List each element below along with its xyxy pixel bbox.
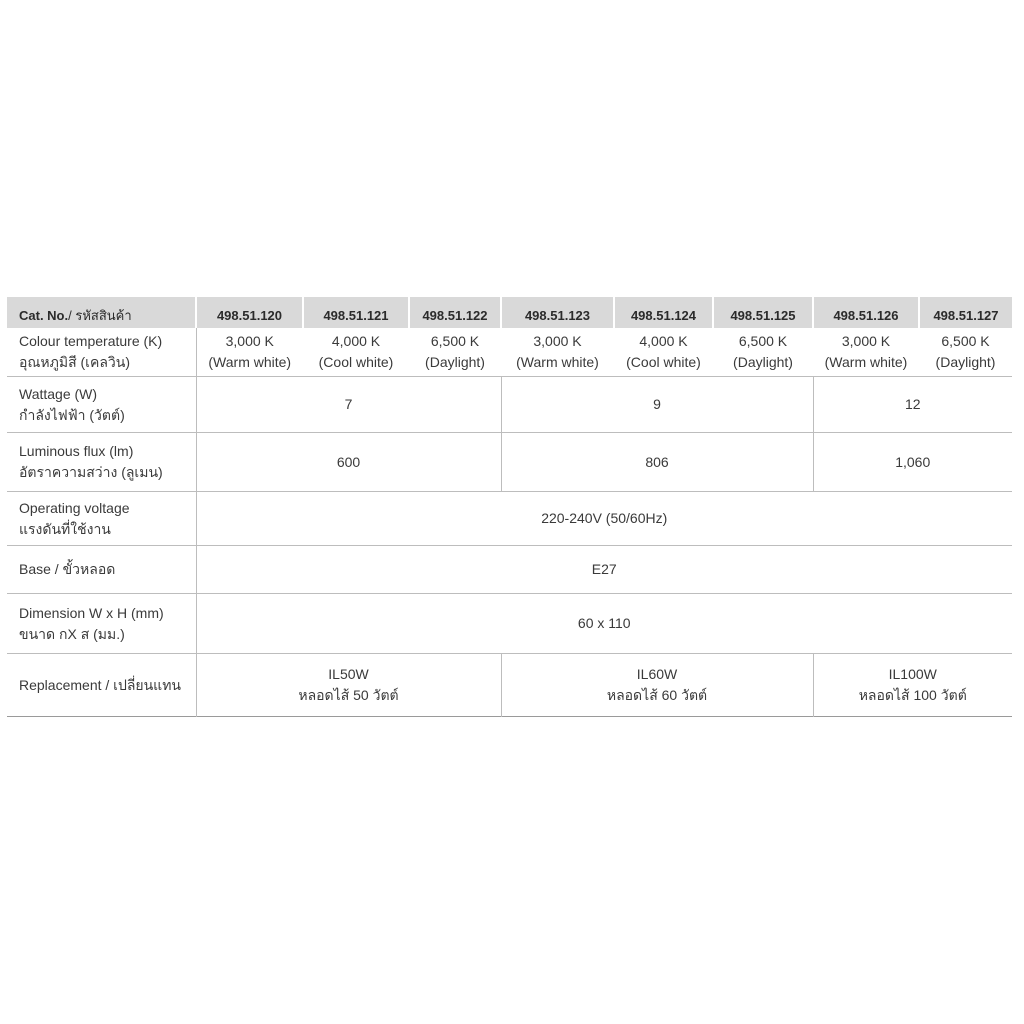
colour-name: (Warm white) <box>824 354 908 370</box>
row-label: Base / ขั้วหลอด <box>7 546 196 594</box>
cat-no-cell: 498.51.121 <box>303 297 409 328</box>
kelvin-value: 3,000 K <box>533 333 582 349</box>
label-en: Operating voltage <box>19 499 130 516</box>
replacement-th: หลอดไส้ 100 วัตต์ <box>858 687 967 703</box>
spec-table <box>7 297 1012 717</box>
kelvin-value: 6,500 K <box>430 333 480 349</box>
table-cell: 806 <box>501 433 813 492</box>
label-th: แรงดันที่ใช้งาน <box>19 520 111 537</box>
kelvin-value: 6,500 K <box>738 333 788 349</box>
table-cell <box>501 328 614 377</box>
replacement-th: หลอดไส้ 60 วัตต์ <box>606 687 708 703</box>
label-th: อุณหภูมิสี (เคลวิน) <box>19 354 131 370</box>
table-cell <box>813 654 1012 717</box>
table-cell: 9 <box>501 377 813 433</box>
row-label <box>7 377 196 433</box>
cat-no-header <box>7 297 196 328</box>
label-th: อัตราความสว่าง (ลูเมน) <box>19 464 163 480</box>
table-cell <box>501 654 813 717</box>
colour-name: (Warm white) <box>208 354 292 370</box>
table-cell <box>303 328 409 377</box>
table-cell: 7 <box>344 396 353 412</box>
replacement-row <box>7 654 1012 717</box>
cat-no-cell: 498.51.126 <box>813 297 919 328</box>
kelvin-value: 6,500 K <box>941 333 990 349</box>
cat-no-cell: 498.51.125 <box>713 297 813 328</box>
table-cell <box>614 328 713 377</box>
table-cell: 600 <box>336 453 361 470</box>
table-cell: 220-240V (50/60Hz) <box>541 510 668 526</box>
kelvin-value: 4,000 K <box>639 333 688 349</box>
cat-no-label-th: / รหัสสินค้า <box>68 308 132 323</box>
cat-no-cell: 498.51.127 <box>919 297 1012 328</box>
replacement-code: IL100W <box>888 666 937 682</box>
label-en: Colour temperature (K) <box>19 333 163 349</box>
label-en: Luminous flux (lm) <box>19 443 134 459</box>
cat-no-cell: 498.51.122 <box>409 297 501 328</box>
row-label <box>7 328 196 377</box>
operating-voltage-row <box>7 492 1012 546</box>
label-th: ขนาด กX ส (มม.) <box>19 625 125 642</box>
table-cell <box>713 328 813 377</box>
cat-no-cell: 498.51.120 <box>196 297 303 328</box>
label-en: Wattage (W) <box>19 385 98 402</box>
colour-name: (Daylight) <box>425 354 485 370</box>
cat-no-cell: 498.51.124 <box>614 297 713 328</box>
table-cell: 12 <box>813 377 1012 433</box>
row-label <box>7 492 196 546</box>
kelvin-value: 3,000 K <box>841 333 891 349</box>
kelvin-value: 4,000 K <box>331 333 381 349</box>
row-label: Replacement / เปลี่ยนแทน <box>7 654 196 717</box>
row-label <box>7 433 196 492</box>
table-cell <box>813 328 919 377</box>
colour-name: (Daylight) <box>733 354 793 370</box>
base-row <box>7 546 1012 594</box>
table-cell <box>919 328 1012 377</box>
colour-temperature-row <box>7 328 1012 377</box>
table-cell: E27 <box>591 561 617 577</box>
luminous-flux-row <box>7 433 1012 492</box>
label-th: กำลังไฟฟ้า (วัตต์) <box>19 406 125 423</box>
replacement-code: IL50W <box>328 666 369 682</box>
table-cell: 1,060 <box>813 433 1012 492</box>
dimension-row <box>7 594 1012 654</box>
kelvin-value: 3,000 K <box>225 333 274 349</box>
header-row <box>7 297 1012 328</box>
wattage-row <box>7 377 1012 433</box>
table-cell <box>196 654 501 717</box>
colour-name: (Daylight) <box>935 354 996 370</box>
replacement-code: IL60W <box>636 666 678 682</box>
row-label <box>7 594 196 654</box>
cat-no-cell: 498.51.123 <box>501 297 614 328</box>
cat-no-label: Cat. No. <box>19 308 69 323</box>
label-en: Dimension W x H (mm) <box>19 604 164 621</box>
table-cell: 60 x 110 <box>577 615 631 631</box>
colour-name: (Cool white) <box>626 354 701 370</box>
table-cell <box>409 328 501 377</box>
replacement-th: หลอดไส้ 50 วัตต์ <box>298 687 399 703</box>
table-cell <box>196 328 303 377</box>
colour-name: (Cool white) <box>318 354 394 370</box>
colour-name: (Warm white) <box>516 354 599 370</box>
